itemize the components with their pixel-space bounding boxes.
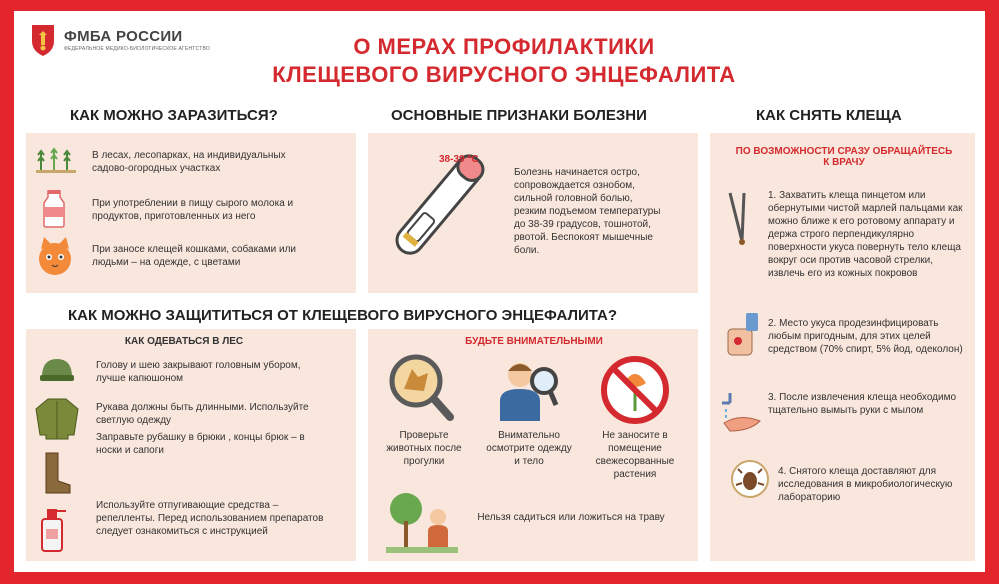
signs-heading: ОСНОВНЫЕ ПРИЗНАКИ БОЛЕЗНИ [391,107,647,124]
milk-icon [38,189,70,229]
remove-heading: КАК СНЯТЬ КЛЕЩА [756,107,902,124]
logo [28,23,210,57]
emblem-icon [28,23,58,57]
signs-text: Болезнь начинается остро, сопровождается ознобом, сильной головной болью, резким подъемом температуры до 38-39 градусов, тошнотой, рвотой. Беспокоят мышечные боли. [514,167,661,256]
dress-heading: КАК ОДЕВАТЬСЯ В ЛЕС [124,336,244,347]
no-flowers-icon [600,355,670,425]
careful-text-1: Проверьте животных после прогулки [386,430,462,467]
tweezers-icon [720,191,754,247]
handwash-icon [720,391,766,433]
infect-heading: КАК МОЖНО ЗАРАЗИТЬСЯ? [70,107,278,124]
infect-text-2: При употреблении в пищу сырого молока и продуктов, приготовленных из него [92,198,294,222]
logo-title: ФМБА РОССИИ [64,28,183,45]
tick-icon [730,459,770,499]
careful-text-2: Внимательно осмотрите одежду и тело [486,430,572,467]
spray-icon [38,505,68,553]
cat-icon [32,235,78,281]
logo-subtitle: ФЕДЕРАЛЬНОЕ МЕДИКО-БИОЛОГИЧЕСКОЕ АГЕНТСТВО [64,46,210,52]
remove-step-3: 3. После извлечения клеща необходимо тщательно вымыть руки с мылом [768,392,957,416]
dress-text-1: Голову и шею закрывают головным убором, лучше капюшоном [96,360,301,384]
grass-text: Нельзя садиться или ложиться на траву [477,512,665,523]
dog-magnifier-icon [388,353,454,423]
boot-icon [38,451,72,495]
remove-step-4: 4. Снятого клеща доставляют для исследования в микробиологическую лабораторию [778,466,953,503]
infect-text-1: В лесах, лесопарках, на индивидуальных садово-огородных участках [92,150,286,174]
title-line-1: О МЕРАХ ПРОФИЛАКТИКИ [353,34,655,59]
page-title [224,33,784,89]
forest-icon [36,143,76,173]
careful-heading: БУДЬТЕ ВНИМАТЕЛЬНЫМИ [465,336,603,347]
remove-step-2: 2. Место укуса продезинфицировать любым пригодным, для этих целей средством (70% спирт, 5% йод, одеколон) [768,318,963,355]
infect-text-3: При заносе клещей кошками, собаками или людьми – на одежде, с цветами [92,244,296,268]
doctor-note: ПО ВОЗМОЖНОСТИ СРАЗУ ОБРАЩАЙТЕСЬ К ВРАЧУ [735,146,953,168]
dress-text-3: Заправьте рубашку в брюки , концы брюк – в носки и сапоги [96,432,305,456]
cap-icon [38,355,76,385]
thermometer-icon [382,149,492,267]
careful-text-3: Не заносите в помещение свежесорванные растения [595,430,675,480]
disinfect-icon [724,311,762,357]
jacket-icon [34,395,80,441]
dress-text-4: Используйте отпугивающие средства – репелленты. Перед использованием препаратов следует ознакомиться с инструкцией [96,500,324,537]
title-line-2: КЛЕЩЕВОГО ВИРУСНОГО ЭНЦЕФАЛИТА [272,62,736,87]
poster [14,11,985,572]
protect-heading: КАК МОЖНО ЗАЩИТИТЬСЯ ОТ КЛЕЩЕВОГО ВИРУСНОГО ЭНЦЕФАЛИТА? [68,307,617,324]
temperature-label: 38-39 °С [439,154,479,165]
dress-text-2: Рукава должны быть длинными. Используйте светлую одежду [96,402,309,426]
trees-tourist-icon [386,487,458,553]
inspector-icon [494,355,564,425]
remove-step-1: 1. Захватить клеща пинцетом или обернутыми чистой марлей пальцами как можно ближе к его ротовому аппарату и держа строго перпендикулярно поверхности укуса повернуть тело клеща вокруг оси против часовой стрелки, извлечь его из кожных покровов [768,190,963,279]
